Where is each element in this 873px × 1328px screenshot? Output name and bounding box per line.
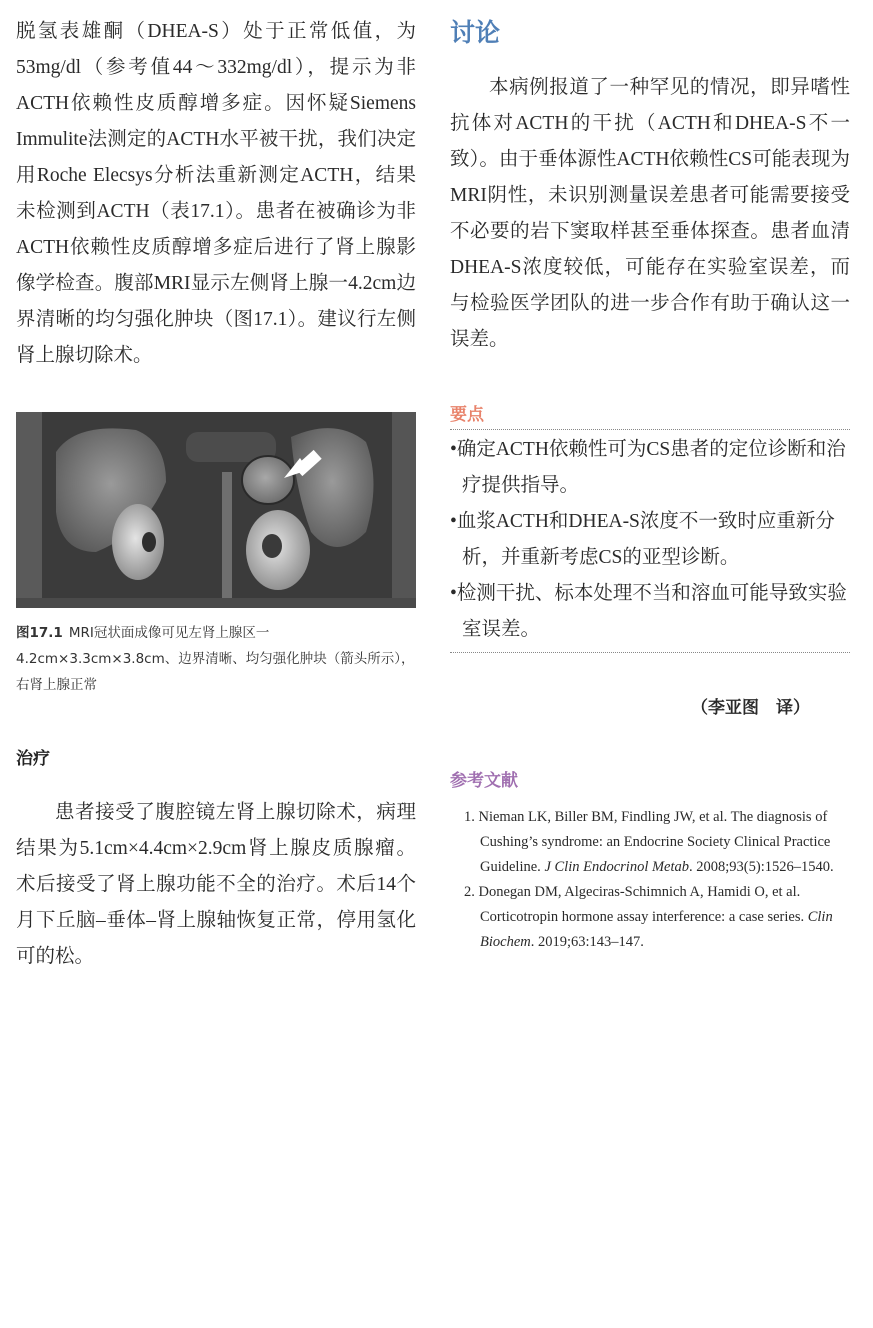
discussion-heading: 讨论 [450, 18, 501, 47]
reference-text: Donegan DM, Algeciras-Schimnich A, Hamidi O, et al. Corticotropin hormone assay interference: a case series. [478, 884, 808, 925]
keypoint-item: •血浆ACTH和DHEA-S浓度不一致时应重新分析，并重新考虑CS的亚型诊断。 [450, 511, 835, 568]
references-heading: 参考文献 [450, 771, 518, 791]
reference-number: 2. [464, 884, 475, 900]
reference-journal: Clin Biochem [480, 909, 833, 950]
figure-label: 图17.1 [16, 625, 63, 641]
reference-text: Nieman LK, Biller BM, Findling JW, et al. The diagnosis of Cushing’s syndrome: an Endocrine Society Clinical Practice Guideline. [478, 809, 831, 875]
figure-caption-text: MRI冠状面成像可见左肾上腺区一4.2cm×3.3cm×3.8cm、边界清晰、均匀强化肿块（箭头所示），右肾上腺正常 [16, 625, 415, 693]
treatment-heading: 治疗 [16, 749, 50, 769]
reference-details: . 2008;93(5):1526–1540. [689, 859, 834, 875]
reference-details: . 2019;63:143–147. [530, 934, 644, 950]
body-paragraph: 脱氢表雄酮（DHEA-S）处于正常低值，为53mg/dl（参考值44～332mg/dl），提示为非ACTH依赖性皮质醇增多症。因怀疑Siemens Immulite法测定的ACTH水平被干扰，我们决定用Roche Elecsys分析法重新测定ACTH，结果未检测到ACTH（表17.1）。患者在被确诊为非ACTH依赖性皮质醇增多症后进行了肾上腺影像学检查。腹部MRI显示左侧肾上腺一4.2cm边界清晰的均匀强化肿块（图17.1）。建议行左侧肾上腺切除术。 [16, 21, 416, 366]
right-column [450, 14, 850, 955]
keypoint-item: •检测干扰、标本处理不当和溶血可能导致实验室误差。 [450, 583, 847, 640]
translator-credit: （李亚图 译） [691, 698, 810, 717]
reference-item [450, 805, 850, 880]
references-list [450, 805, 850, 955]
left-column [16, 14, 416, 975]
keypoints-heading: 要点 [450, 405, 484, 425]
mri-image [16, 412, 416, 608]
reference-number: 1. [464, 809, 475, 825]
discussion-paragraph: 本病例报道了一种罕见的情况，即异嗜性抗体对ACTH的干扰（ACTH和DHEA-S不一致）。由于垂体源性ACTH依赖性CS可能表现为MRI阴性，未识别测量误差患者可能需要接受不必要的岩下窦取样甚至垂体探查。患者血清DHEA-S浓度较低，可能存在实验室误差，而与检验医学团队的进一步合作有助于确认这一误差。 [450, 77, 850, 350]
reference-item [450, 880, 850, 955]
treatment-paragraph: 患者接受了腹腔镜左肾上腺切除术，病理结果为5.1cm×4.4cm×2.9cm肾上腺皮质腺瘤。术后接受了肾上腺功能不全的治疗。术后14个月下丘脑–垂体–肾上腺轴恢复正常，停用氢化可的松。 [16, 802, 416, 967]
keypoint-item: •确定ACTH依赖性可为CS患者的定位诊断和治疗提供指导。 [450, 439, 846, 496]
mri-figure [16, 412, 416, 608]
reference-journal: J Clin Endocrinol Metab [544, 859, 690, 875]
figure-caption [16, 620, 416, 698]
keypoints-box [450, 429, 850, 653]
